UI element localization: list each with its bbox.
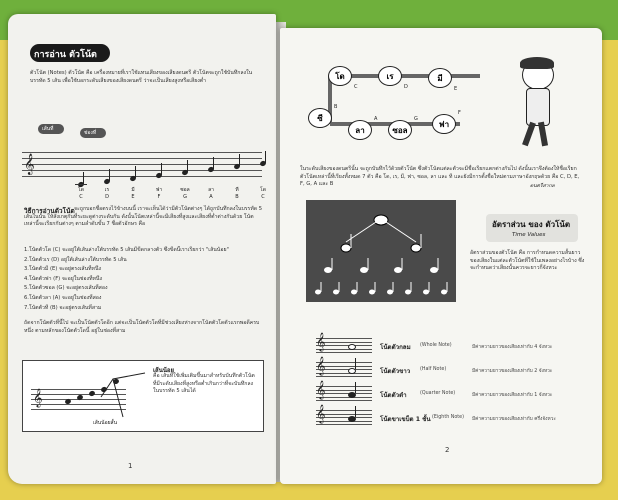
note-stem — [161, 163, 162, 175]
right-page — [280, 28, 602, 484]
wheel-note-circle: ฟา — [432, 114, 456, 134]
note-position-item: 7.โน้ตตัวที (B) จะอยู่ตรงเส้นที่สาม — [24, 304, 102, 311]
row-staff — [316, 356, 372, 378]
method-paragraph: จะถูกบอกชื่อตรงไว้ข้างบนนี้ เราจะเห็นได้ว่ามีตัวโน้ตต่างๆ ได้ถูกบันทึกลงในบรรทัด 5 เส้นในนั้น ให้สังเกตุกันที่ระยะดูต่างระดับกัน ดังนั้นโน้ตเหล่านี้จะมีเสียงที่สูงและเสียงที่ต่ำต่างกันด้วย โน้ตเหล่านี้จะเรียกกันต่างๆ ตามลำดับขั้น 7 ชื่อตัวอักษร คือ — [24, 206, 263, 228]
row-staff — [316, 380, 372, 402]
rhythm-tree-diagram — [306, 200, 456, 302]
row-thai-name: โน้ตขาเขบ็ต 1 ชั้น — [380, 416, 431, 423]
closing-paragraph: ถัดจากโน้ตตัวที่นี้ไป จะเป็นโน้ตตัวโดอีก แต่จะเป็นโน้ตตัวโดที่มีช่วงเสียงห่างจากโน้ตตัวโดตัวแรกพอดีครบหนึ่ง ตามหลักของโน้ตตัวโดนี้ อยู่ในช่องที่สาม — [24, 320, 260, 334]
method-title: วิธีการอ่านตัวโน้ต — [24, 207, 75, 215]
staff-note-letter-label: G — [183, 194, 187, 200]
row-thai-name: โน้ตตัวกลม — [380, 344, 411, 351]
staff-note-thai-label: โด — [260, 187, 266, 193]
staff-note-thai-label: ฟา — [155, 187, 163, 193]
callout-space-text: ช่องที่ — [84, 130, 97, 136]
staff-note-thai-label: มี — [131, 187, 135, 193]
row-thai-name: โน้ตตัวขาว — [380, 368, 411, 375]
staff-note-letter-label: E — [131, 194, 135, 200]
wheel-note-letter: C — [354, 84, 358, 90]
row-staff — [316, 332, 372, 354]
cartoon-boy-illustration — [508, 60, 568, 150]
staff-note-thai-label: โด — [78, 187, 84, 193]
right-description: ในระดับเสียงของดนตรีนั้น จะถูกบันทึกไว้ด้วยตัวโน้ต ซึ่งตัวโน้ตแต่ละตัวจะมีชื่อเรียกแตกต่างกันไป ดังนั้นเราจึงต้องให้ชื่อเรียกตัวโน้ตเหล่านี้ที่เรียงทั้งหมด 7 ตัว คือ โด, เร, มี, ฟา, ซอล, ลา และ ที และยังมีการตั้งชื่อใหม่ตามภาษาอังกฤษด้วย คือ C, D, E, F, G, A และ B — [300, 166, 580, 188]
cartoon-body — [526, 88, 550, 126]
right-tag: ดนตรีสากล — [530, 183, 555, 189]
wheel-note-letter: E — [454, 86, 458, 92]
ledger-line-box — [22, 360, 264, 432]
left-page — [8, 14, 276, 484]
note-stem — [265, 151, 266, 163]
music-staff — [22, 150, 262, 180]
row-description: มีค่าความยาวของเสียงเท่ากับ 4 จังหวะ — [472, 345, 553, 350]
note-stem — [187, 160, 188, 172]
box-label: เส้นน้อยสั้น — [93, 420, 117, 426]
box-text: คือ เส้นที่ใช้เพิ่มเติมขึ้นมาสำหรับบันทึกตัวโน้ตที่มีระดับเสียงที่สูงหรือต่ำเกินกว่าที่จะบันทึกลงในบรรทัด 5 เส้นได้ — [153, 373, 255, 395]
staff-note-thai-label: ที — [235, 187, 239, 193]
staff-note-letter-label: F — [157, 194, 161, 200]
staff-line — [316, 424, 372, 425]
wheel-note-letter: B — [334, 104, 338, 110]
left-page-title: การอ่าน ตัวโน้ต — [34, 50, 97, 60]
wheel-note-circle: ลา — [348, 120, 372, 140]
cartoon-hair — [520, 57, 554, 69]
row-thai-name: โน้ตตัวดำ — [380, 392, 407, 399]
staff-note-thai-label: เร — [104, 187, 110, 193]
row-description: มีค่าความยาวของเสียงเท่ากับ ครึ่งจังหวะ — [472, 417, 556, 422]
note-position-item: 1.โน้ตตัวโด (C) จะอยู่ใต้เส้นล่างใต้บรรทัด 5 เส้นมีขีดกลางตัว ซึ่งขีดนี้เราเรียกว่า "เส้นน้อย" — [24, 247, 229, 253]
note-stem — [239, 154, 240, 166]
row-note-icon — [348, 344, 356, 350]
note-stem — [109, 169, 110, 181]
wheel-note-letter: D — [404, 84, 408, 90]
note-stem — [213, 157, 214, 169]
wheel-note-circle: มี — [428, 68, 452, 88]
ledger-callout-arrow — [83, 367, 153, 427]
row-description: มีค่าความยาวของเสียงเท่ากับ 1 จังหวะ — [472, 393, 553, 398]
staff-line — [22, 158, 262, 159]
wheel-note-circle: ซี — [308, 108, 332, 128]
right-page-number: 2 — [445, 446, 450, 454]
left-page-number: 1 — [128, 462, 133, 470]
row-english-name: (Quarter Note) — [420, 391, 456, 396]
treble-clef-icon: 𝄞 — [316, 380, 326, 399]
note-position-item: 6.โน้ตตัวลา (A) จะอยู่ในช่องที่สอง — [24, 294, 102, 301]
note-position-item: 4.โน้ตตัวฟา (F) จะอยู่ในช่องที่หนึ่ง — [24, 275, 102, 282]
row-note-stem — [355, 382, 356, 393]
staff-note-letter-label: A — [209, 194, 213, 200]
staff-line — [22, 152, 262, 153]
staff-line — [316, 400, 372, 401]
staff-note-thai-label: ลา — [208, 187, 214, 193]
wheel-note-circle: ซอล — [388, 120, 412, 140]
staff-line — [22, 164, 262, 165]
staff-line — [22, 176, 262, 177]
treble-clef-icon: 𝄞 — [316, 404, 326, 423]
staff-line — [22, 170, 262, 171]
values-title: อัตราส่วน ของ ตัวโน้ต — [492, 220, 571, 229]
row-description: มีค่าความยาวของเสียงเท่ากับ 2 จังหวะ — [472, 369, 553, 374]
ledger-line — [75, 184, 87, 185]
values-paragraph: อัตราส่วนของตัวโน้ต คือ การกำหนดความสั้นยาวของเสียงในแต่ละตัวโน้ตที่ใช้ในเพลงอย่างไรบ้าง ซึ่งจะกำหนดว่าเสียงนั้นควรจะยาวกี่จังหวะ — [470, 250, 585, 272]
values-subtitle: Time Values — [512, 232, 546, 238]
treble-clef-icon: 𝄞 — [24, 154, 35, 175]
staff-note-letter-label: C — [261, 194, 265, 200]
callout-line-text: เส้นที่ — [42, 126, 54, 132]
note-position-item: 3.โน้ตตัวมี (E) จะอยู่ตรงเส้นที่หนึ่ง — [24, 266, 102, 273]
row-note-stem — [355, 358, 356, 369]
staff-note-thai-label: ซอล — [180, 187, 190, 193]
wheel-note-letter: G — [414, 116, 418, 122]
treble-clef-icon: 𝄞 — [316, 332, 326, 351]
row-staff — [316, 404, 372, 426]
box-title: เส้นน้อย — [153, 367, 175, 374]
row-english-name: (Eighth Note) — [432, 415, 464, 420]
staff-line — [316, 352, 372, 353]
staff-note-letter-label: C — [79, 194, 83, 200]
rhythm-tree-panel — [306, 200, 456, 302]
note-position-list — [24, 246, 264, 313]
treble-clef-icon: 𝄞 — [33, 388, 43, 407]
wheel-note-circle: โด — [328, 66, 352, 86]
row-english-name: (Whole Note) — [420, 343, 452, 348]
staff-line — [316, 376, 372, 377]
treble-clef-icon: 𝄞 — [316, 356, 326, 375]
wheel-note-letter: F — [458, 110, 461, 116]
wheel-note-circle: เร — [378, 66, 402, 86]
cartoon-leg — [522, 122, 536, 147]
note-position-item: 2.โน้ตตัวเร (D) อยู่ใต้เส้นล่างใต้บรรทัด 5 เส้น — [24, 256, 127, 263]
row-english-name: (Half Note) — [420, 367, 447, 372]
staff-note-letter-label: D — [105, 194, 109, 200]
note-position-item: 5.โน้ตตัวซอล (G) จะอยู่ตรงเส้นที่สอง — [24, 285, 108, 292]
intro-paragraph: ตัวโน้ต (Notes) ตัวโน้ต คือ เครื่องหมายที่เราใช้แทนเสียงของเสียงดนตรี ตัวโน้ตจะถูกใช้บันทึกลงในบรรทัด 5 เส้น เพื่อใช้บอกระดับเสียงของเสียงดนตรี ว่าจะเป็นเสียงสูงหรือเสียงต่ำ — [30, 70, 253, 84]
staff-note-letter-label: B — [235, 194, 239, 200]
note-stem — [83, 172, 84, 184]
row-note-stem — [355, 406, 356, 417]
note-stem — [135, 166, 136, 178]
wheel-note-letter: A — [374, 116, 378, 122]
